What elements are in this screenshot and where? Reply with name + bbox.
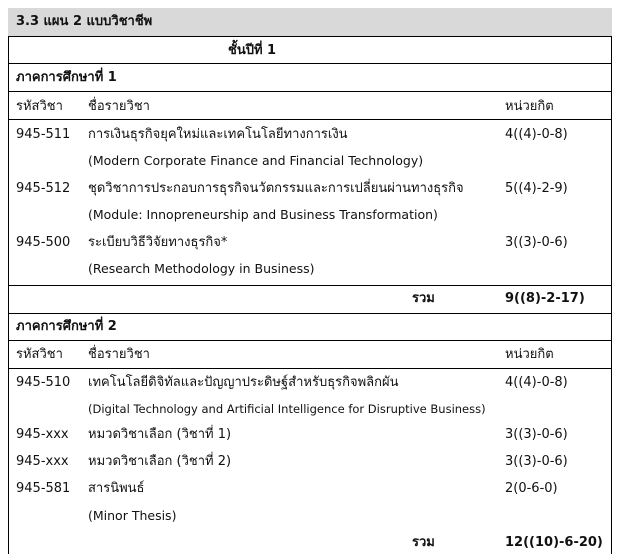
course-code: 945-511 — [16, 127, 71, 142]
course-code: 945-510 — [16, 375, 71, 390]
section-title: 3.3 แผน 2 แบบวิชาชีพ — [16, 14, 153, 29]
semester-title: ภาคการศึกษาที่ 2 — [16, 319, 117, 334]
semester-title: ภาคการศึกษาที่ 1 — [16, 70, 117, 85]
divider — [8, 119, 612, 120]
total-label: รวม — [412, 291, 435, 306]
course-name-th: ชุดวิชาการประกอบการธุรกิจนวัตกรรมและการเปลี่ยนผ่านทางธุรกิจ — [88, 181, 464, 196]
course-name-th: การเงินธุรกิจยุคใหม่และเทคโนโลยีทางการเงิน — [88, 127, 348, 142]
column-header-credits: หน่วยกิต — [505, 99, 554, 114]
course-code: 945-512 — [16, 181, 71, 196]
column-header-credits: หน่วยกิต — [505, 347, 554, 362]
course-code: 945-xxx — [16, 454, 69, 469]
course-code: 945-500 — [16, 235, 71, 250]
course-credits: 3((3)-0-6) — [505, 454, 568, 469]
course-name-en: (Modern Corporate Finance and Financial Technology) — [88, 153, 424, 168]
divider — [8, 340, 612, 341]
course-credits: 2(0-6-0) — [505, 481, 558, 496]
course-name-th: ระเบียบวิธีวิจัยทางธุรกิจ* — [88, 235, 228, 250]
year-title: ชั้นปีที่ 1 — [228, 43, 277, 58]
course-name-th: สารนิพนธ์ — [88, 481, 145, 496]
column-header-code: รหัสวิชา — [16, 347, 63, 362]
course-name-th: หมวดวิชาเลือก (วิชาที่ 1) — [88, 427, 232, 442]
divider — [8, 313, 612, 314]
total-credits: 9((8)-2-17) — [505, 291, 585, 306]
course-credits: 3((3)-0-6) — [505, 235, 568, 250]
total-label: รวม — [412, 535, 435, 550]
total-credits: 12((10)-6-20) — [505, 535, 603, 550]
course-name-en: (Research Methodology in Business) — [88, 261, 315, 276]
course-credits: 4((4)-0-8) — [505, 127, 568, 142]
divider — [8, 368, 612, 369]
course-code: 945-581 — [16, 481, 71, 496]
course-name-en: (Module: Innopreneurship and Business Transformation) — [88, 207, 438, 222]
table-frame — [8, 8, 612, 554]
course-credits: 4((4)-0-8) — [505, 375, 568, 390]
divider — [8, 285, 612, 286]
column-header-name: ชื่อรายวิชา — [88, 347, 150, 362]
course-name-en: (Minor Thesis) — [88, 508, 177, 523]
course-name-th: หมวดวิชาเลือก (วิชาที่ 2) — [88, 454, 232, 469]
course-name-en: (Digital Technology and Artificial Intelligence for Disruptive Business) — [88, 402, 486, 416]
divider — [8, 91, 612, 92]
course-credits: 5((4)-2-9) — [505, 181, 568, 196]
course-credits: 3((3)-0-6) — [505, 427, 568, 442]
column-header-code: รหัสวิชา — [16, 99, 63, 114]
course-name-th: เทคโนโลยีดิจิทัลและปัญญาประดิษฐ์สำหรับธุรกิจพลิกผัน — [88, 375, 399, 390]
divider — [8, 63, 612, 64]
column-header-name: ชื่อรายวิชา — [88, 99, 150, 114]
course-code: 945-xxx — [16, 427, 69, 442]
